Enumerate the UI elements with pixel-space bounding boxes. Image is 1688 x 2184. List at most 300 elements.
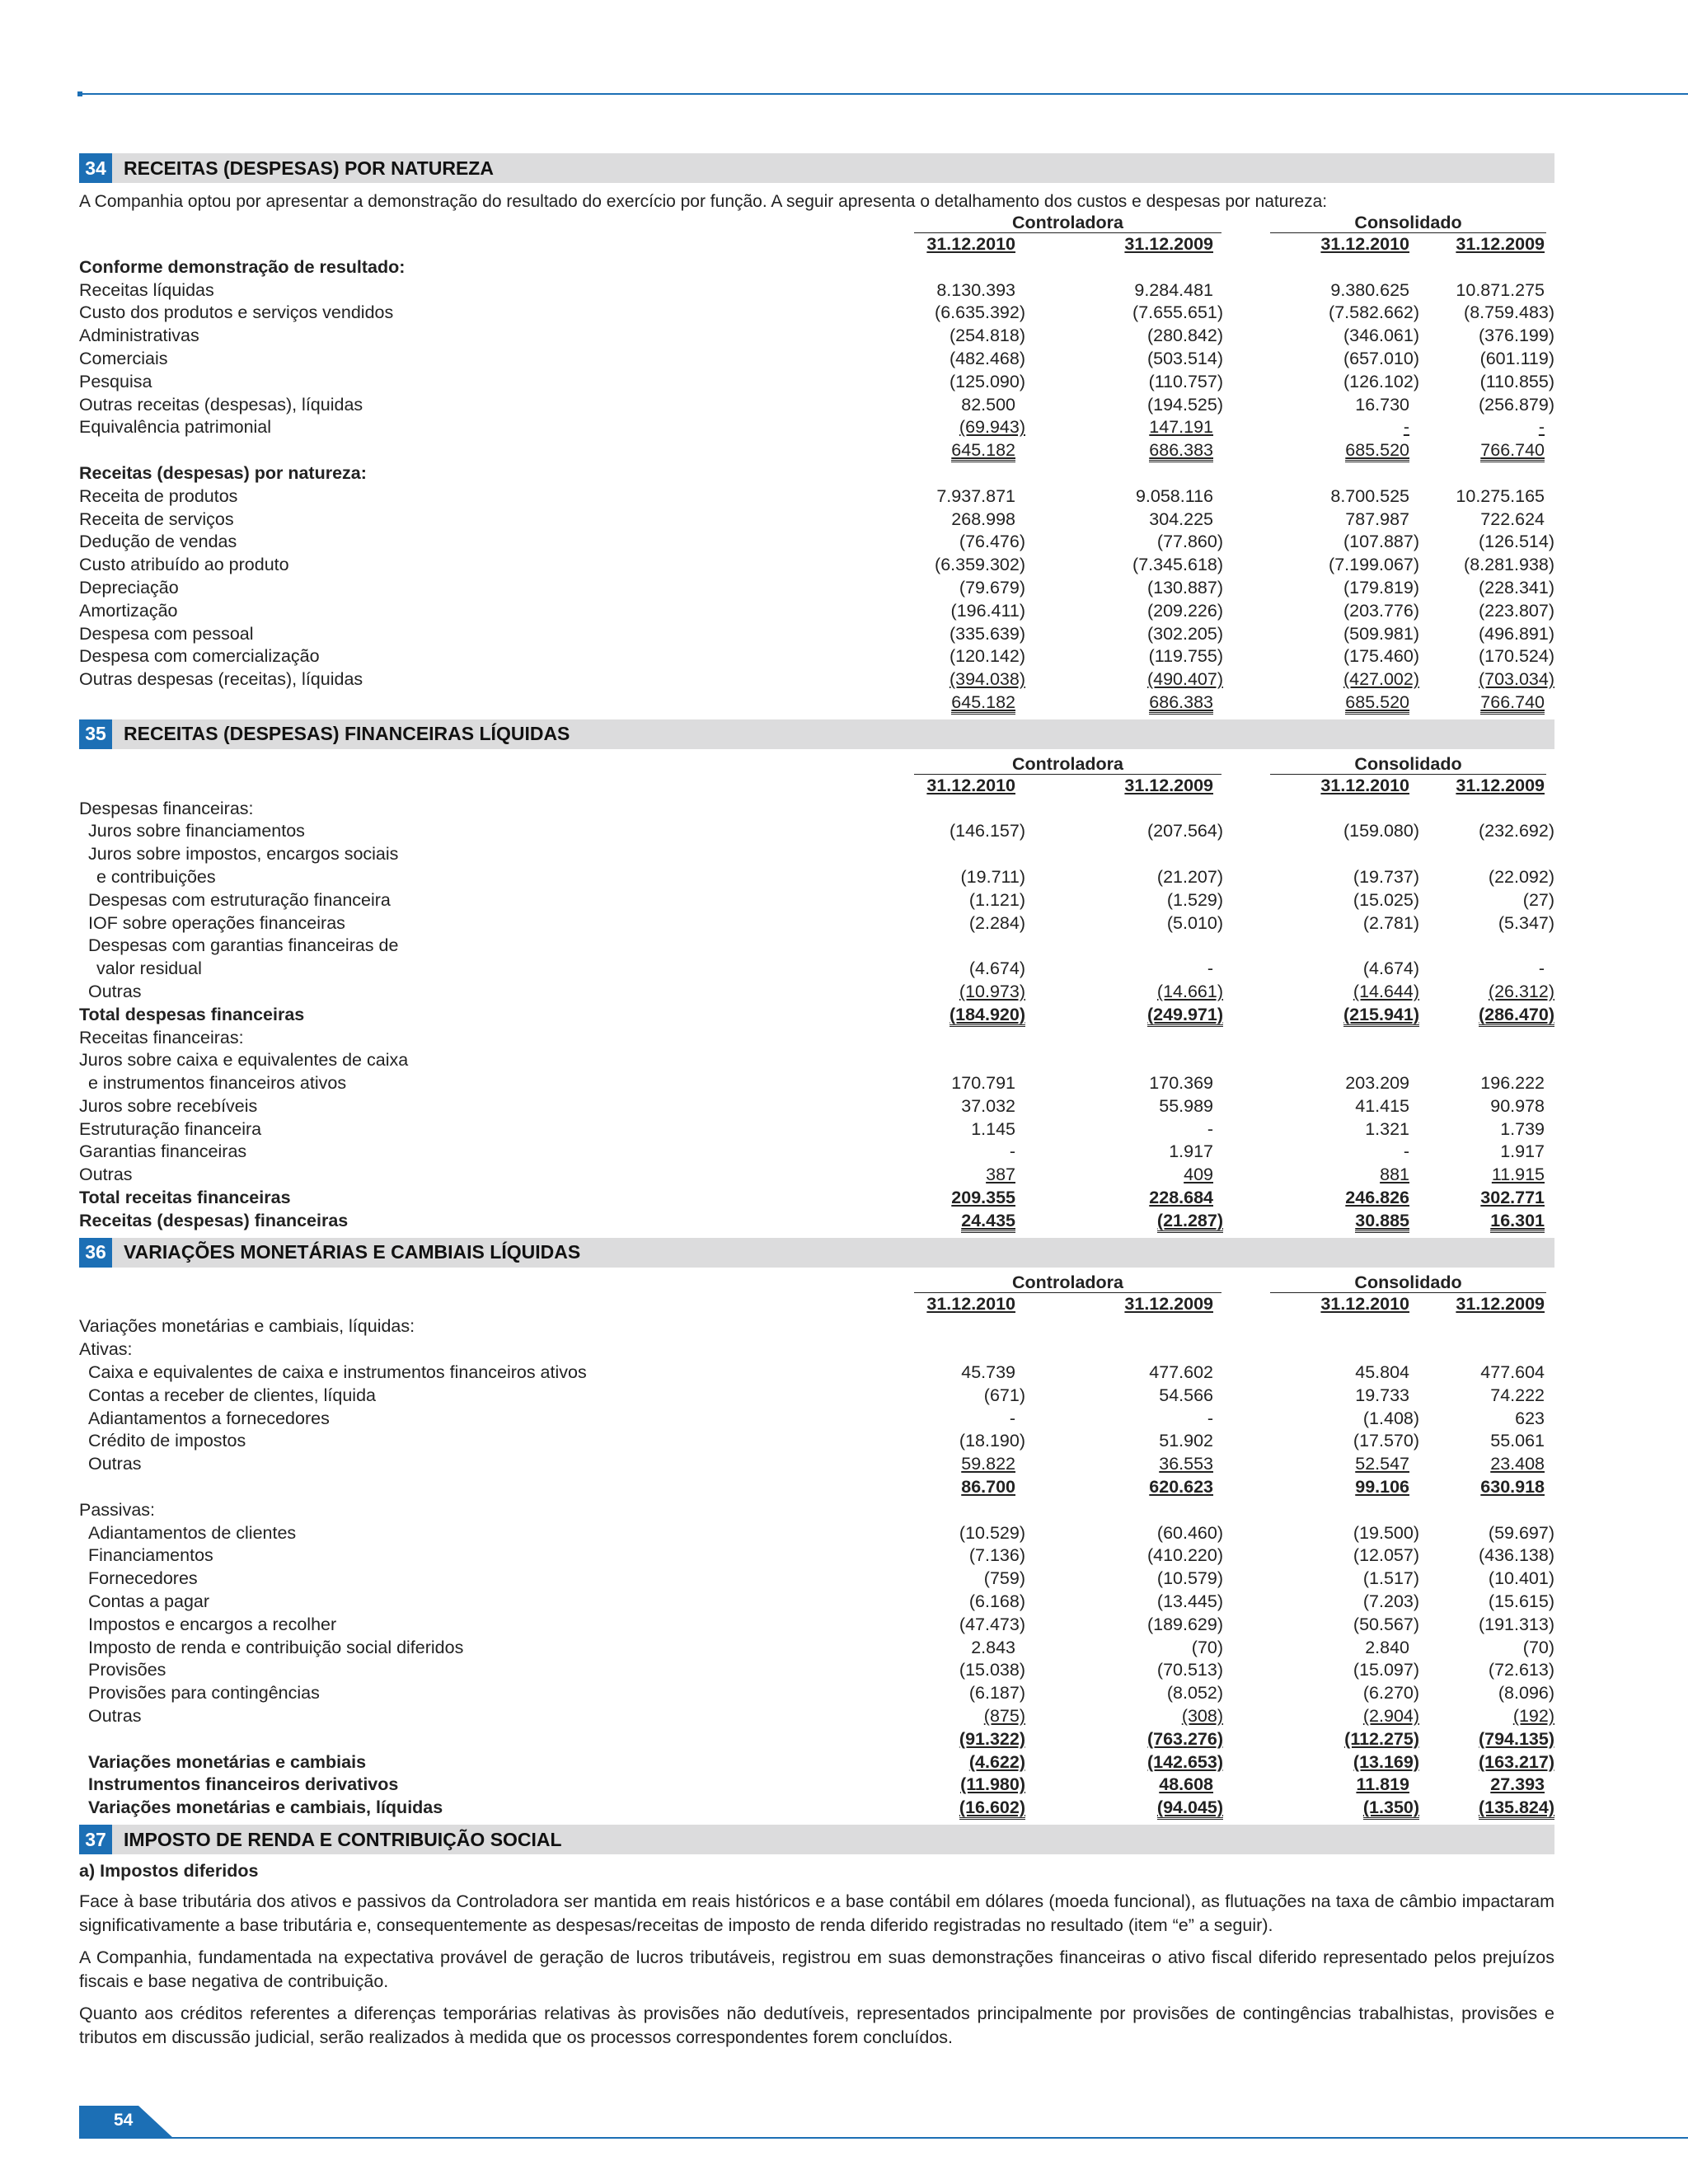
- value-cell: [1223, 439, 1419, 462]
- value-cell: [1025, 1568, 1223, 1591]
- value-cell-text: 2.840: [1365, 1637, 1410, 1657]
- row-label-text: Imposto de renda e contribuição social diferidos: [88, 1637, 464, 1657]
- column-date: [1223, 775, 1419, 798]
- value-cell-text: (5.347): [1498, 912, 1555, 933]
- table-row: [79, 798, 1554, 821]
- value-cell: [1223, 325, 1419, 348]
- value-cell-text: (427.002): [1343, 669, 1420, 690]
- value-cell: [1419, 1728, 1554, 1751]
- row-label-text: Outras despesas (receitas), líquidas: [79, 669, 363, 690]
- value-cell-text: (601.119): [1479, 348, 1555, 368]
- value-cell: [1223, 1476, 1419, 1499]
- value-cell: [1223, 348, 1419, 371]
- value-cell: [829, 1522, 1025, 1545]
- value-cell-text: (142.653): [1146, 1751, 1224, 1772]
- value-cell: [1025, 394, 1223, 417]
- row-label: [79, 302, 829, 325]
- value-cell: [1419, 1637, 1554, 1660]
- value-cell-text: (15.615): [1488, 1591, 1555, 1612]
- value-cell: [1223, 1187, 1419, 1210]
- value-cell: [1223, 1210, 1419, 1233]
- value-cell-text: 10.275.165: [1456, 485, 1545, 506]
- value-cell: [829, 1591, 1025, 1614]
- row-label-text: Custo atribuído ao produto: [79, 555, 289, 575]
- value-cell-text: (112.275): [1344, 1728, 1420, 1749]
- value-cell: [829, 1637, 1025, 1660]
- value-cell: [829, 439, 1025, 462]
- value-cell-text: -: [1538, 417, 1545, 438]
- value-cell-text: (192): [1512, 1706, 1555, 1727]
- value-cell: [1025, 1095, 1223, 1118]
- value-cell-text: (196.411): [950, 600, 1025, 621]
- value-cell-text: (8.052): [1166, 1683, 1224, 1704]
- table-row: [79, 1476, 1554, 1499]
- value-cell-text: (482.468): [949, 348, 1025, 368]
- row-label: [79, 439, 829, 462]
- row-label: [79, 1315, 829, 1338]
- value-cell: [829, 371, 1025, 394]
- value-cell: [1419, 958, 1554, 981]
- value-cell: [1025, 798, 1223, 821]
- row-label: [79, 889, 829, 912]
- value-cell: [1025, 256, 1223, 279]
- value-cell: [1223, 1682, 1419, 1705]
- table-row: [79, 1797, 1554, 1820]
- value-cell: [1025, 1544, 1223, 1568]
- value-cell: [1025, 1774, 1223, 1797]
- row-label-text: Instrumentos financeiros derivativos: [88, 1774, 399, 1795]
- value-cell-text: 1.917: [1500, 1141, 1545, 1162]
- row-label: [79, 1728, 829, 1751]
- table-row: [79, 1361, 1554, 1385]
- value-cell-text: (120.142): [949, 646, 1025, 667]
- value-cell-text: 686.383: [1149, 692, 1213, 715]
- value-cell-text: 623: [1515, 1408, 1545, 1428]
- value-cell-text: 409: [1184, 1165, 1214, 1185]
- row-label: [79, 668, 829, 691]
- value-cell: [829, 1728, 1025, 1751]
- row-label-text: Adiantamentos de clientes: [88, 1522, 297, 1543]
- value-cell: [1025, 1751, 1223, 1774]
- table-row: [79, 981, 1554, 1004]
- value-cell-text: 196.222: [1480, 1073, 1545, 1094]
- value-cell: [829, 1027, 1025, 1050]
- value-cell: [1025, 439, 1223, 462]
- value-cell-text: (7.582.662): [1329, 302, 1420, 323]
- blank-cell: [79, 1293, 829, 1316]
- value-cell-text: 1.739: [1500, 1118, 1545, 1139]
- value-cell-text: (130.887): [1146, 577, 1224, 598]
- table-row: [79, 256, 1554, 279]
- row-label: [79, 1027, 829, 1050]
- value-cell-text: (170.524): [1478, 646, 1555, 667]
- value-cell: [1223, 1027, 1419, 1050]
- row-label-text: Outras: [79, 1165, 133, 1185]
- value-cell: [1223, 1751, 1419, 1774]
- value-cell: [1419, 1682, 1554, 1705]
- row-label: [79, 1049, 829, 1072]
- value-cell: [1223, 1568, 1419, 1591]
- row-label: [79, 1682, 829, 1705]
- value-cell: [1419, 462, 1554, 485]
- table-row: [79, 1164, 1554, 1187]
- row-label-text: Despesas com garantias financeiras de: [88, 935, 399, 956]
- subsection-title: a) Impostos diferidos: [79, 1861, 259, 1881]
- value-cell: [1223, 1728, 1419, 1751]
- section-34-header: [79, 153, 1554, 183]
- value-cell: [1419, 691, 1554, 715]
- value-cell: [1025, 668, 1223, 691]
- value-cell-text: (19.711): [960, 866, 1025, 887]
- value-cell: [1419, 623, 1554, 646]
- value-cell: [1223, 1118, 1419, 1141]
- value-cell-text: (146.157): [949, 821, 1025, 841]
- value-cell-text: 645.182: [951, 440, 1015, 462]
- value-cell: [829, 866, 1025, 889]
- value-cell-text: (16.602): [959, 1797, 1025, 1820]
- row-label-text: Total despesas financeiras: [79, 1004, 305, 1024]
- table-row: [79, 958, 1554, 981]
- row-label: [79, 371, 829, 394]
- page-content: [79, 148, 1554, 2050]
- table-row: [79, 1637, 1554, 1660]
- value-cell: [1419, 1385, 1554, 1408]
- row-label-text: Outras receitas (despesas), líquidas: [79, 394, 363, 415]
- value-cell-text: (126.514): [1478, 532, 1555, 552]
- table-row: [79, 1568, 1554, 1591]
- value-cell: [1223, 1361, 1419, 1385]
- value-cell-text: 881: [1380, 1165, 1410, 1185]
- group-consolidado: [1223, 213, 1554, 233]
- row-label: [79, 1614, 829, 1637]
- row-label-text: Conforme demonstração de resultado:: [79, 256, 406, 277]
- row-label: [79, 1453, 829, 1476]
- column-date: [1025, 775, 1223, 798]
- value-cell-text: (6.635.392): [935, 302, 1025, 323]
- value-cell-text: (2.904): [1362, 1706, 1420, 1727]
- row-label: [79, 1118, 829, 1141]
- value-cell: [1419, 325, 1554, 348]
- row-label-text: Juros sobre financiamentos: [88, 821, 305, 841]
- value-cell: [1223, 691, 1419, 715]
- value-cell-text: (703.034): [1478, 669, 1555, 690]
- table-row: [79, 1187, 1554, 1210]
- value-cell-text: (70.513): [1156, 1660, 1224, 1680]
- row-label-text: Equivalência patrimonial: [79, 417, 272, 438]
- value-cell: [829, 1049, 1025, 1072]
- value-cell-text: 477.604: [1480, 1362, 1545, 1383]
- value-cell-text: (4.674): [968, 958, 1025, 979]
- value-cell: [1223, 416, 1419, 439]
- value-cell-text: -: [1009, 1141, 1015, 1162]
- row-label: [79, 600, 829, 623]
- table-row: [79, 1118, 1554, 1141]
- value-cell-text: -: [1207, 1408, 1214, 1428]
- value-cell: [829, 1453, 1025, 1476]
- group-controladora: [829, 213, 1223, 233]
- table-row: [79, 1338, 1554, 1361]
- value-cell-text: -: [1403, 1141, 1410, 1162]
- value-cell: [1025, 1408, 1223, 1431]
- value-cell: [829, 820, 1025, 843]
- row-label: [79, 912, 829, 935]
- table-row: [79, 1499, 1554, 1522]
- table-row: [79, 462, 1554, 485]
- row-label: [79, 1568, 829, 1591]
- value-cell: [1419, 668, 1554, 691]
- row-label: [79, 554, 829, 577]
- table-row: [79, 1430, 1554, 1453]
- value-cell: [1223, 394, 1419, 417]
- value-cell-text: -: [1009, 1408, 1015, 1428]
- value-cell-text: (110.757): [1148, 371, 1224, 391]
- value-cell-text: (191.313): [1478, 1614, 1555, 1634]
- table-row: [79, 1453, 1554, 1476]
- value-cell-text: (207.564): [1146, 821, 1224, 841]
- column-date-text: 31.12.2010: [1320, 1293, 1410, 1314]
- value-cell: [1419, 1476, 1554, 1499]
- value-cell-text: (15.097): [1353, 1660, 1420, 1680]
- value-cell-text: 41.415: [1355, 1095, 1410, 1116]
- row-label: [79, 958, 829, 981]
- value-cell-text: (232.692): [1478, 821, 1555, 841]
- value-cell-text: 16.730: [1355, 394, 1410, 415]
- column-date: [1419, 233, 1554, 256]
- value-cell: [829, 1315, 1025, 1338]
- value-cell-text: 54.566: [1159, 1385, 1214, 1405]
- value-cell-text: (280.842): [1146, 326, 1224, 346]
- value-cell: [1025, 623, 1223, 646]
- value-cell-text: 82.500: [961, 394, 1015, 415]
- section-36-header: [79, 1238, 1554, 1268]
- value-cell-text: (7.655.651): [1132, 302, 1224, 323]
- row-label-text: Estruturação financeira: [79, 1118, 262, 1139]
- row-label-text: Receita de produtos: [79, 485, 238, 506]
- row-label: [79, 416, 829, 439]
- table-row: [79, 1027, 1554, 1050]
- row-label: [79, 394, 829, 417]
- value-cell: [829, 1544, 1025, 1568]
- value-cell: [1025, 1338, 1223, 1361]
- value-cell: [829, 348, 1025, 371]
- table-row: [79, 279, 1554, 302]
- value-cell: [1223, 1705, 1419, 1728]
- value-cell-text: (7.199.067): [1329, 555, 1420, 575]
- row-label-text: Administrativas: [79, 326, 199, 346]
- value-cell-text: 630.918: [1480, 1477, 1545, 1497]
- value-cell: [1025, 577, 1223, 600]
- value-cell: [1223, 279, 1419, 302]
- value-cell: [1025, 1659, 1223, 1682]
- value-cell-text: (159.080): [1343, 821, 1420, 841]
- value-cell-text: (490.407): [1146, 669, 1224, 690]
- column-date: [829, 1293, 1025, 1316]
- row-label: [79, 256, 829, 279]
- value-cell: [1419, 1797, 1554, 1820]
- table-receitas-despesas-financeiras: [79, 754, 1554, 1233]
- row-label: [79, 531, 829, 554]
- value-cell-text: (1.408): [1362, 1408, 1420, 1428]
- value-cell: [829, 1361, 1025, 1385]
- value-cell: [1025, 325, 1223, 348]
- row-label-text: Dedução de vendas: [79, 532, 237, 552]
- value-cell: [829, 1659, 1025, 1682]
- value-cell: [1223, 554, 1419, 577]
- value-cell: [1025, 1118, 1223, 1141]
- row-label-text: Variações monetárias e cambiais, líquidas: [88, 1797, 443, 1818]
- row-label: [79, 325, 829, 348]
- value-cell: [1025, 1385, 1223, 1408]
- value-cell-text: (2.781): [1362, 912, 1420, 933]
- value-cell: [1223, 1522, 1419, 1545]
- row-label: [79, 1164, 829, 1187]
- table-variacoes-monetarias: [79, 1272, 1554, 1820]
- row-label: [79, 1751, 829, 1774]
- row-label-text: Caixa e equivalentes de caixa e instrumentos financeiros ativos: [88, 1362, 587, 1383]
- value-cell: [829, 1118, 1025, 1141]
- row-label: [79, 279, 829, 302]
- row-label: [79, 1385, 829, 1408]
- value-cell-text: (6.187): [968, 1683, 1025, 1704]
- column-date-text: 31.12.2009: [1456, 1293, 1545, 1314]
- row-label-text: Variações monetárias e cambiais, líquidas:: [79, 1316, 415, 1337]
- date-header-row: [79, 233, 1554, 256]
- value-cell: [829, 1210, 1025, 1233]
- value-cell-text: (59.697): [1488, 1522, 1555, 1543]
- table-row: [79, 1614, 1554, 1637]
- value-cell: [1223, 509, 1419, 532]
- value-cell: [1223, 1591, 1419, 1614]
- blank-cell: [79, 1272, 829, 1293]
- table-row: [79, 348, 1554, 371]
- value-cell-text: (189.629): [1146, 1614, 1224, 1634]
- value-cell-text: (254.818): [949, 326, 1025, 346]
- column-date-text: 31.12.2009: [1124, 234, 1214, 254]
- value-cell: [1025, 1049, 1223, 1072]
- value-cell-text: (126.102): [1343, 371, 1420, 391]
- value-cell: [1223, 889, 1419, 912]
- value-cell: [1419, 1522, 1554, 1545]
- date-header-row: [79, 1293, 1554, 1316]
- value-cell: [1025, 889, 1223, 912]
- value-cell: [1419, 1408, 1554, 1431]
- bottom-rule: [165, 2137, 1688, 2139]
- section-number: 34: [79, 153, 112, 183]
- value-cell-text: 23.408: [1490, 1454, 1545, 1474]
- value-cell: [1223, 1095, 1419, 1118]
- value-cell-text: 59.822: [961, 1454, 1015, 1474]
- value-cell: [1025, 935, 1223, 958]
- value-cell: [1419, 554, 1554, 577]
- value-cell: [829, 394, 1025, 417]
- value-cell: [1025, 1591, 1223, 1614]
- table-row: [79, 1522, 1554, 1545]
- section-35-header: [79, 719, 1554, 749]
- page-number: 54: [114, 2111, 134, 2130]
- value-cell-text: 302.771: [1480, 1188, 1545, 1208]
- row-label-text: Receitas financeiras:: [79, 1027, 244, 1047]
- value-cell: [1419, 1187, 1554, 1210]
- row-label-text: Receita de serviços: [79, 509, 234, 529]
- value-cell-text: (215.941): [1343, 1005, 1419, 1027]
- value-cell-text: 9.380.625: [1330, 279, 1410, 300]
- value-cell: [1223, 1544, 1419, 1568]
- value-cell: [829, 325, 1025, 348]
- column-date: [829, 233, 1025, 256]
- value-cell-text: (194.525): [1146, 394, 1224, 415]
- value-cell-text: (2.284): [968, 912, 1025, 933]
- value-cell: [829, 1682, 1025, 1705]
- value-cell: [1223, 600, 1419, 623]
- value-cell-text: (8.096): [1498, 1683, 1555, 1704]
- table-row: [79, 1095, 1554, 1118]
- value-cell: [1025, 1187, 1223, 1210]
- row-label-text: Pesquisa: [79, 371, 152, 391]
- row-label: [79, 1499, 829, 1522]
- value-cell: [1223, 1659, 1419, 1682]
- value-cell-text: -: [1538, 958, 1545, 979]
- value-cell-text: 48.608: [1159, 1774, 1214, 1795]
- value-cell: [1223, 981, 1419, 1004]
- row-label: [79, 981, 829, 1004]
- value-cell: [829, 485, 1025, 509]
- row-label: [79, 1072, 829, 1095]
- value-cell-text: (286.470): [1479, 1005, 1554, 1027]
- table-row: [79, 394, 1554, 417]
- value-cell: [1223, 1774, 1419, 1797]
- table-row: [79, 509, 1554, 532]
- value-cell-text: (21.287): [1157, 1211, 1223, 1233]
- value-cell: [829, 1774, 1025, 1797]
- row-label: [79, 485, 829, 509]
- group-consolidado-text: Consolidado: [1270, 213, 1546, 233]
- row-label: [79, 1338, 829, 1361]
- table-row: [79, 554, 1554, 577]
- value-cell: [829, 691, 1025, 715]
- value-cell: [829, 1476, 1025, 1499]
- value-cell-text: (394.038): [949, 669, 1025, 690]
- table-row: [79, 1591, 1554, 1614]
- value-cell: [1223, 1072, 1419, 1095]
- value-cell-text: 11.915: [1491, 1165, 1545, 1185]
- value-cell-text: (209.226): [1146, 600, 1224, 621]
- value-cell-text: (14.644): [1353, 981, 1420, 1001]
- table-row: [79, 1004, 1554, 1027]
- row-label: [79, 1797, 829, 1820]
- value-cell: [1223, 958, 1419, 981]
- value-cell: [1025, 371, 1223, 394]
- value-cell: [1223, 531, 1419, 554]
- value-cell-text: (135.824): [1479, 1797, 1554, 1820]
- column-date-text: 31.12.2010: [926, 1293, 1015, 1314]
- row-label-text: Despesas financeiras:: [79, 798, 254, 818]
- value-cell-text: (13.169): [1353, 1751, 1420, 1772]
- value-cell: [1025, 1705, 1223, 1728]
- value-cell-text: (256.879): [1478, 394, 1555, 415]
- value-cell-text: (125.090): [949, 371, 1025, 391]
- row-label-text: valor residual: [96, 958, 202, 979]
- value-cell: [1419, 371, 1554, 394]
- value-cell: [1419, 1361, 1554, 1385]
- value-cell-text: 45.739: [961, 1362, 1015, 1383]
- value-cell-text: (794.135): [1478, 1728, 1555, 1749]
- row-label-text: Passivas:: [79, 1499, 156, 1520]
- blank-cell: [79, 233, 829, 256]
- value-cell: [1419, 577, 1554, 600]
- row-label-text: Provisões para contingências: [88, 1683, 320, 1704]
- value-cell-text: 477.602: [1149, 1362, 1214, 1383]
- row-label-text: Custo dos produtos e serviços vendidos: [79, 302, 394, 323]
